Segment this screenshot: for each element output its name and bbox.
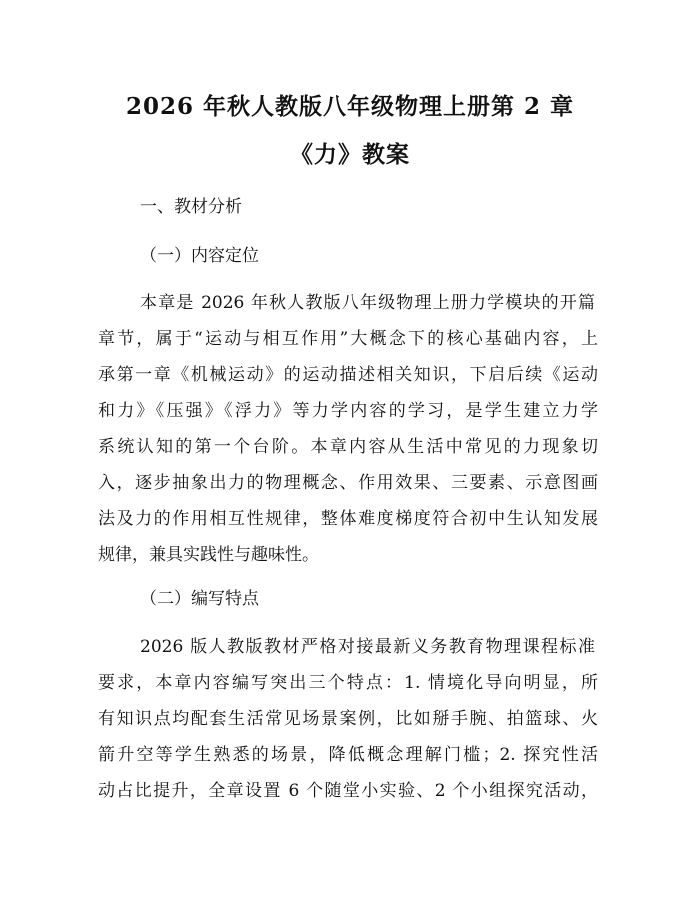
paragraph-line: 入，逐步抽象出力的物理概念、作用效果、三要素、示意图画 <box>98 473 598 493</box>
document-title-line-2: 《力》教案 <box>290 141 410 168</box>
paragraph-line: 和力》《压强》《浮力》等力学内容的学习，是学生建立力学 <box>98 401 598 421</box>
paragraph-line: 有知识点均配套生活常见场景案例，比如掰手腕、拍篮球、火 <box>98 709 598 729</box>
paragraph-line: 要求，本章内容编写突出三个特点：1. 情境化导向明显，所 <box>98 673 598 693</box>
paragraph-line: 法及力的作用相互性规律，整体难度梯度符合初中生认知发展 <box>98 509 598 529</box>
paragraph-line: 动占比提升，全章设置 6 个随堂小实验、2 个小组探究活动， <box>98 781 598 801</box>
paragraph-line: 本章是 2026 年秋人教版八年级物理上册力学模块的开篇 <box>140 293 595 313</box>
document-title-line-1: 2026 年秋人教版八年级物理上册第 2 章 <box>125 93 575 120</box>
paragraph-line: 系统认知的第一个台阶。本章内容从生活中常见的力现象切 <box>98 437 598 457</box>
subsection-heading-content-positioning: （一）内容定位 <box>140 246 259 266</box>
paragraph-line: 2026 版人教版教材严格对接最新义务教育物理课程标准 <box>140 637 595 657</box>
paragraph-line: 章节，属于“运动与相互作用”大概念下的核心基础内容，上 <box>98 329 598 349</box>
paragraph-line: 箭升空等学生熟悉的场景，降低概念理解门槛；2. 探究性活 <box>98 745 598 765</box>
section-heading-teaching-material-analysis: 一、教材分析 <box>140 197 242 217</box>
subsection-heading-writing-features: （二）编写特点 <box>140 589 259 609</box>
paragraph-line: 承第一章《机械运动》的运动描述相关知识，下启后续《运动 <box>98 365 598 385</box>
paragraph-line: 规律，兼具实践性与趣味性。 <box>98 545 319 565</box>
